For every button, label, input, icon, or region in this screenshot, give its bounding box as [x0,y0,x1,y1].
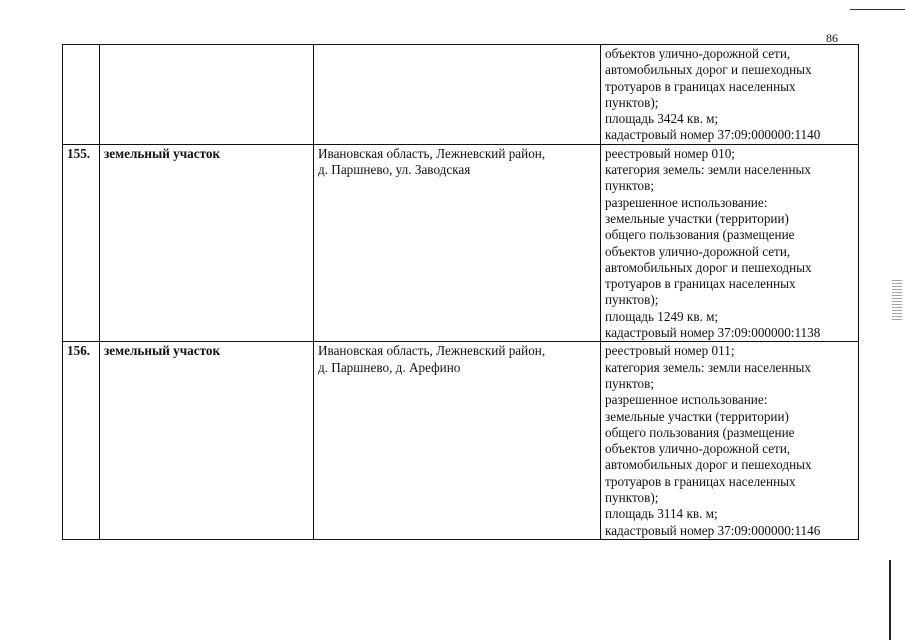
scan-smudge [892,280,902,322]
row-number: 155. [63,144,100,342]
description-line: категория земель: земли населенных [605,359,811,375]
object-type: земельный участок [100,342,314,540]
description-line: кадастровый номер 37:09:000000:1140 [605,127,821,143]
description-line: объектов улично-дорожной сети, [605,243,791,259]
description-line: реестровый номер 011; [605,343,735,359]
description-line: общего пользования (размещение [605,424,795,440]
description-line: общего пользования (размещение [605,227,795,243]
description-line: пунктов; [605,178,655,194]
scan-edge-line [889,560,891,640]
description-line: реестровый номер 010; [605,145,735,161]
description-line: тротуаров в границах населенных [605,473,796,489]
property-registry-table [62,44,859,540]
description-line: пунктов); [605,292,659,308]
row-number [63,45,100,145]
description-line: площадь 3114 кв. м; [605,506,718,522]
description-line: кадастровый номер 37:09:000000:1146 [605,522,821,538]
row-number: 156. [63,342,100,540]
description-line: пунктов); [605,94,659,110]
description-line: автомобильных дорог и пешеходных [605,457,812,473]
table-row [63,45,859,145]
description-line: пунктов; [605,375,655,391]
description-line: разрешенное использование: [605,194,768,210]
description-line: категория земель: земли населенных [605,162,811,178]
table-row [63,144,859,342]
object-address [314,144,601,342]
object-address [314,45,601,145]
description-line: тротуаров в границах населенных [605,276,796,292]
object-description [601,45,859,145]
description-line: площадь 1249 кв. м; [605,308,719,324]
scan-edge-mark [850,9,905,10]
description-line: объектов улично-дорожной сети, [605,441,791,457]
address-line: д. Паршнево, д. Арефино [318,359,461,375]
table-row [63,342,859,540]
description-line: объектов улично-дорожной сети, [605,46,791,61]
address-line: д. Паршнево, ул. Заводская [318,162,471,178]
description-line: кадастровый номер 37:09:000000:1138 [605,325,821,341]
object-description [601,144,859,342]
object-type [100,45,314,145]
description-line: пунктов); [605,490,659,506]
object-address [314,342,601,540]
description-line: разрешенное использование: [605,392,768,408]
address-line: Ивановская область, Лежневский район, [318,343,546,359]
description-line: автомобильных дорог и пешеходных [605,259,812,275]
description-line: земельные участки (территории) [605,210,789,226]
description-line: автомобильных дорог и пешеходных [605,62,812,78]
description-line: тротуаров в границах населенных [605,78,796,94]
object-description [601,342,859,540]
registry-table-body [63,45,859,540]
description-line: площадь 3424 кв. м; [605,111,719,127]
address-line: Ивановская область, Лежневский район, [318,145,546,161]
object-type: земельный участок [100,144,314,342]
page-number: 86 [826,31,838,45]
description-line: земельные участки (территории) [605,408,789,424]
